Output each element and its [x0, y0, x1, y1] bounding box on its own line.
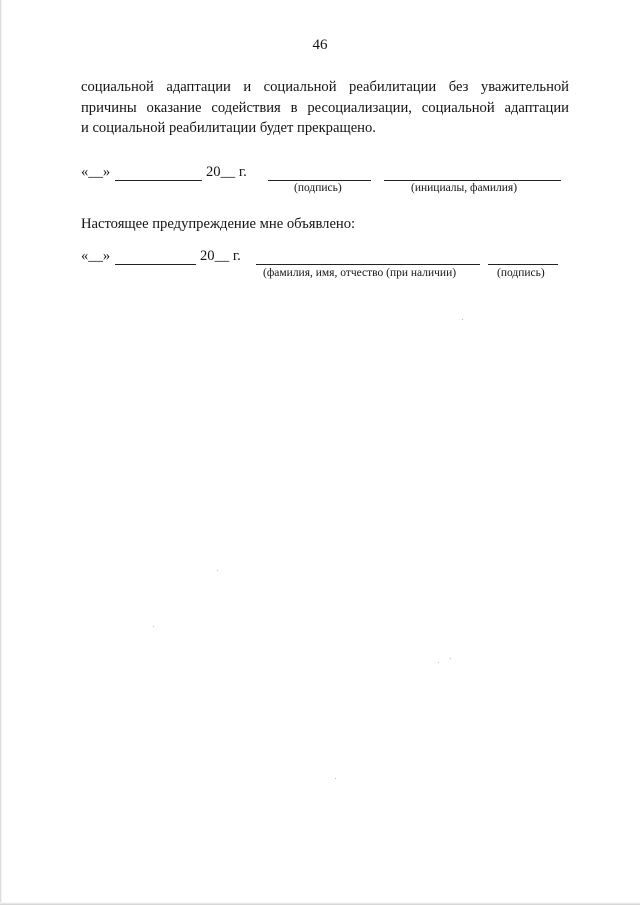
paragraph-line-3: и социальной реабилитации будет прекращено. [81, 120, 376, 136]
scan-speck [450, 658, 451, 659]
page-left-edge [0, 0, 2, 905]
signature-line [488, 264, 558, 265]
name-caption: (инициалы, фамилия) [411, 182, 518, 194]
notice-heading: Настоящее предупреждение мне объявлено: [81, 216, 356, 232]
scan-speck [153, 626, 154, 627]
scan-speck [462, 319, 463, 320]
body-paragraph [81, 77, 569, 139]
signature-line [268, 180, 371, 181]
date-year-text: 20__ г. [206, 164, 247, 180]
fio-caption: (фамилия, имя, отчество (при наличии) [263, 267, 457, 279]
scan-speck [438, 662, 439, 663]
page-number: 46 [312, 37, 328, 53]
paragraph-line-2: причины оказание содействия в ресоциализации, социальной адаптации [81, 99, 569, 116]
signature-caption: (подпись) [497, 267, 545, 279]
date-month-line [115, 180, 202, 181]
date-month-line [115, 264, 196, 265]
paragraph-line-1: социальной адаптации и социальной реабилитации без уважительной [81, 79, 569, 95]
scan-speck [217, 570, 218, 571]
name-line [384, 180, 561, 181]
scan-speck [335, 778, 336, 779]
date-year-text: 20__ г. [200, 248, 241, 264]
fio-line [256, 264, 480, 265]
signature-caption: (подпись) [294, 182, 342, 194]
date-day-field: «__» [81, 164, 111, 180]
date-day-field: «__» [81, 248, 111, 264]
